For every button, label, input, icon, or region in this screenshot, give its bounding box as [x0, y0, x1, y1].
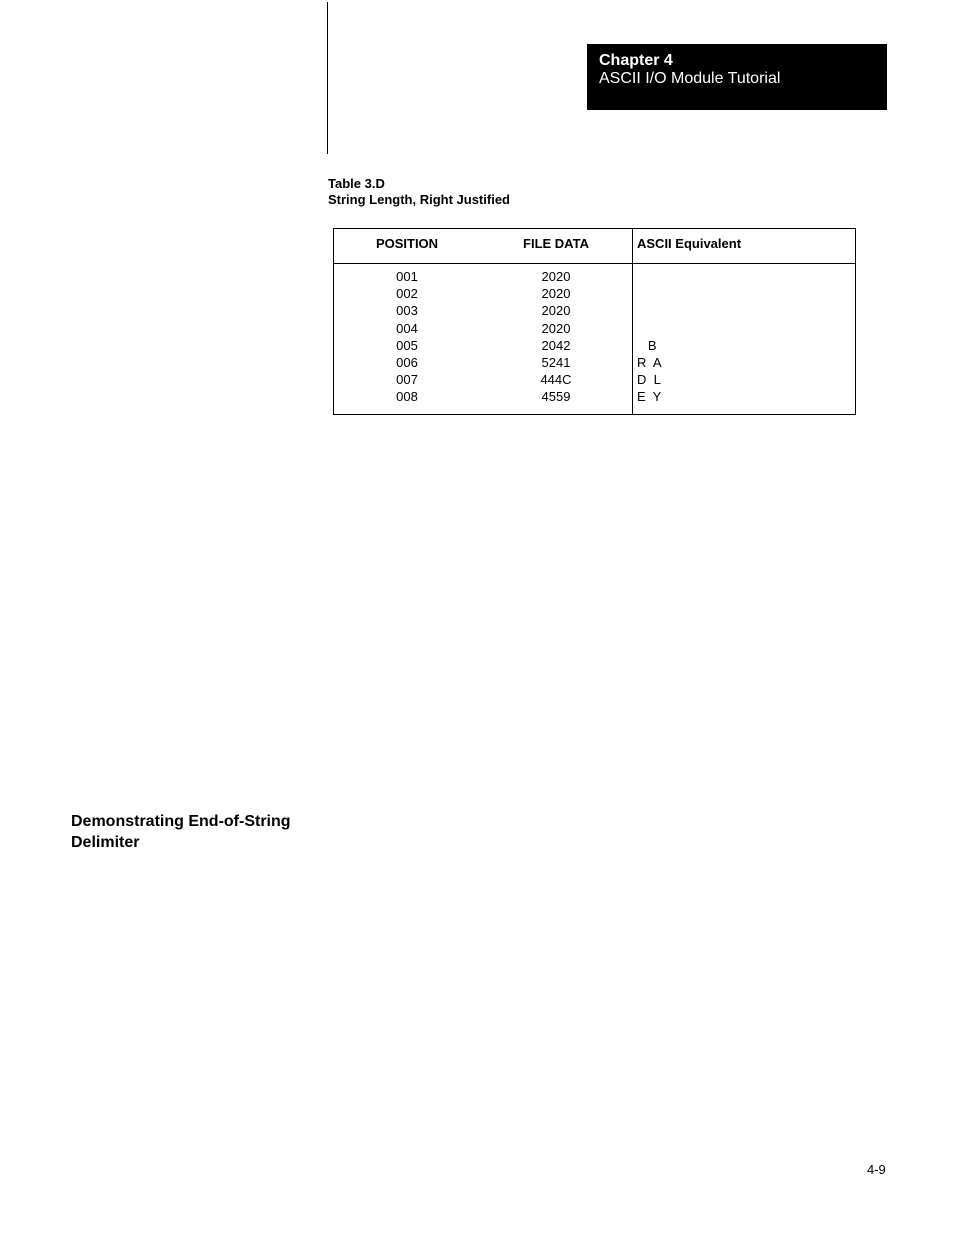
margin-rule — [327, 2, 328, 154]
table-caption-number: Table 3.D — [328, 176, 385, 191]
table-row — [334, 285, 855, 302]
table-row — [334, 371, 855, 388]
table-row — [334, 337, 855, 354]
cell-ascii: D L — [637, 372, 661, 388]
cell-file-data: 2020 — [541, 320, 571, 336]
section-heading-line2: Delimiter — [71, 834, 140, 851]
column-header-position: POSITION — [375, 236, 439, 251]
chapter-title: ASCII I/O Module Tutorial — [599, 70, 781, 87]
page-number: 4-9 — [867, 1162, 886, 1177]
cell-position: 006 — [396, 354, 418, 370]
column-header-ascii-equivalent: ASCII Equivalent — [637, 236, 742, 251]
cell-file-data: 4559 — [541, 389, 571, 405]
cell-file-data: 2020 — [541, 303, 571, 319]
column-header-file-data: FILE DATA — [523, 236, 589, 251]
cell-position: 005 — [396, 337, 418, 353]
cell-position: 008 — [396, 389, 418, 405]
cell-ascii: R A — [637, 354, 662, 370]
cell-position: 007 — [396, 372, 418, 388]
cell-position: 003 — [396, 303, 418, 319]
cell-file-data: 444C — [540, 372, 572, 388]
chapter-header — [587, 44, 887, 110]
string-length-table — [333, 228, 856, 415]
cell-ascii: E Y — [637, 389, 662, 405]
table-header-divider — [334, 263, 855, 264]
cell-position: 002 — [396, 286, 418, 302]
table-caption — [328, 176, 510, 208]
table-row — [334, 388, 855, 405]
cell-ascii: B — [637, 337, 657, 353]
cell-position: 004 — [396, 320, 418, 336]
section-heading — [71, 811, 291, 853]
cell-file-data: 2020 — [541, 269, 571, 284]
chapter-number: Chapter 4 — [599, 52, 673, 69]
table-row — [334, 320, 855, 337]
table-caption-title: String Length, Right Justified — [328, 192, 510, 207]
section-heading-line1: Demonstrating End-of-String — [71, 813, 291, 830]
cell-file-data: 2020 — [541, 286, 571, 302]
cell-file-data: 2042 — [541, 337, 571, 353]
cell-file-data: 5241 — [541, 354, 571, 370]
table-row — [334, 354, 855, 371]
table-row — [334, 302, 855, 319]
table-body — [334, 268, 855, 406]
cell-position: 001 — [396, 269, 418, 284]
table-row — [334, 268, 855, 285]
